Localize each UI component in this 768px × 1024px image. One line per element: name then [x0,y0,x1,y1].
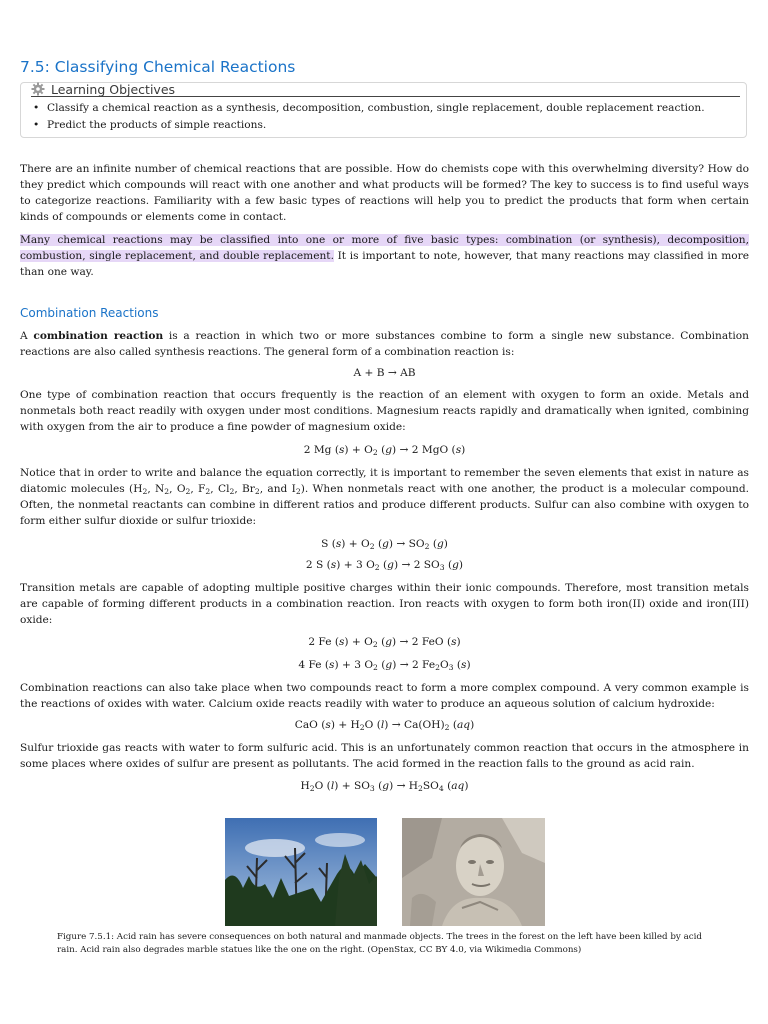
combination-definition: A combination reaction is a reaction in which two or more substances combine to form a single new substance. Combination reactions are also called synthesis reactions. The general form of a combination reaction is: [20,330,749,358]
objectives-list [47,100,705,134]
list-item: • Predict the products of simple reactions. [47,117,705,134]
page-title: 7.5: Classifying Chemical Reactions [20,58,296,76]
equation-iron-ii-oxide: 2 Fe $(s) + O_2$ (g) → 2 FeO (s) [308,636,461,649]
intro-paragraph: There are an infinite number of chemical reactions that are possible. How do chemists cope with this overwhelming diversity? How do they predict which compounds will react with one another and what products will be formed? The key to success is to find useful ways to categorize reactions. Familiarity with a few basic types of reactions will help you to predict the products that form when certain kinds of compounds or elements come in contact. [20,163,749,223]
equation-magnesium-oxide: 2 Mg $(s) + O_2$ (g) → 2 MgO (s) [303,444,466,457]
equation-iron-iii-oxide: 4 Fe (s) + 3 $O_2$ (g) → 2 $Fe_2O_3$ (s) [298,659,471,672]
key-term: combination reaction [33,330,164,342]
learning-objectives-header [31,82,740,97]
paragraph-oxides: One type of combination reaction that occurs frequently is the reaction of an element with oxygen to form an oxide. Metals and nonmetals both react readily with oxygen under most conditions. Magnesium reacts rapidly and dramatically when ignited, combining with oxygen from the air to produce a fine powder of magnesium oxide: [20,389,749,433]
forest-photo [225,818,377,926]
figure-caption: Figure 7.5.1: Acid rain has severe consequences on both natural and manmade objects. The trees in the forest on the left have been killed by acid rain. Acid rain also degrades marble statues like the one on the right. (OpenStax, CC BY 4.0, via Wikimedia Commons) [57,932,702,955]
equation-sulfuric-acid: $H_2O$ $(l) + SO_3$ $(g) \to H_2SO_4$ (aq) [300,780,469,793]
paragraph-acid-rain: Sulfur trioxide gas reacts with water to form sulfuric acid. This is an unfortunately common reaction that occurs in the atmosphere in some places where oxides of sulfur are present as pollutants. The acid formed in the reaction falls to the ground as acid rain. [20,742,749,770]
section-heading-combination: Combination Reactions [20,306,159,320]
learning-objectives-box [20,82,747,138]
learning-objectives-heading: Learning Objectives [51,82,176,97]
highlighted-text: Many chemical reactions may be classified into one or more of five basic types: combination (or synthesis), decomposition, combustion, single replacement, and double replacement. [20,234,749,262]
equation-calcium-hydroxide: CaO $(s) + H_2O$ $(l) \to Ca(OH)_2$ (aq) [294,719,475,732]
paragraph-diatomic: Notice that in order to write and balance the equation correctly, it is important to remember the seven elements that exist in nature as diatomic molecules ($H_2$, $N_2$, $O_2$, $F_2$, $Cl_2$, $Br_2$, and $I_2$). When nonmetals react with one another, the product is a molecular compound. Often, the nonmetal reactants can combine in different ratios and produce different products. Sulfur can also combine with oxygen to form either sulfur dioxide or sulfur trioxide: [20,467,749,527]
equation-sulfur-dioxide: S $(s) + O_2$ $(g) \to SO_2$ (g) [321,538,448,551]
equation-general: A + B → AB [353,367,416,379]
gear-icon [31,82,45,96]
list-item: • Classify a chemical reaction as a synthesis, decomposition, combustion, single replacement, double replacement reaction. [47,100,705,117]
paragraph-compounds: Combination reactions can also take place when two compounds react to form a more complex compound. A very common example is the reactions of oxides with water. Calcium oxide reacts readily with water to produce an aqueous solution of calcium hydroxide: [20,682,749,710]
paragraph-transition-metals: Transition metals are capable of adopting multiple positive charges within their ionic compounds. Therefore, most transition metals are capable of forming different products in a combination reaction. Iron reacts with oxygen to form both iron(II) oxide and iron(III) oxide: [20,582,749,626]
intro-paragraph-types: Many chemical reactions may be classified into one or more of five basic types: combination (or synthesis), decomposition, combustion, single replacement, and double replacement. It is important to note, however, that many reactions may classified in more than one way. [20,234,749,278]
statue-photo [402,818,545,926]
equation-sulfur-trioxide: 2 S (s) + 3 $O_2$ (g) → 2 $SO_3$ (g) [305,559,464,572]
